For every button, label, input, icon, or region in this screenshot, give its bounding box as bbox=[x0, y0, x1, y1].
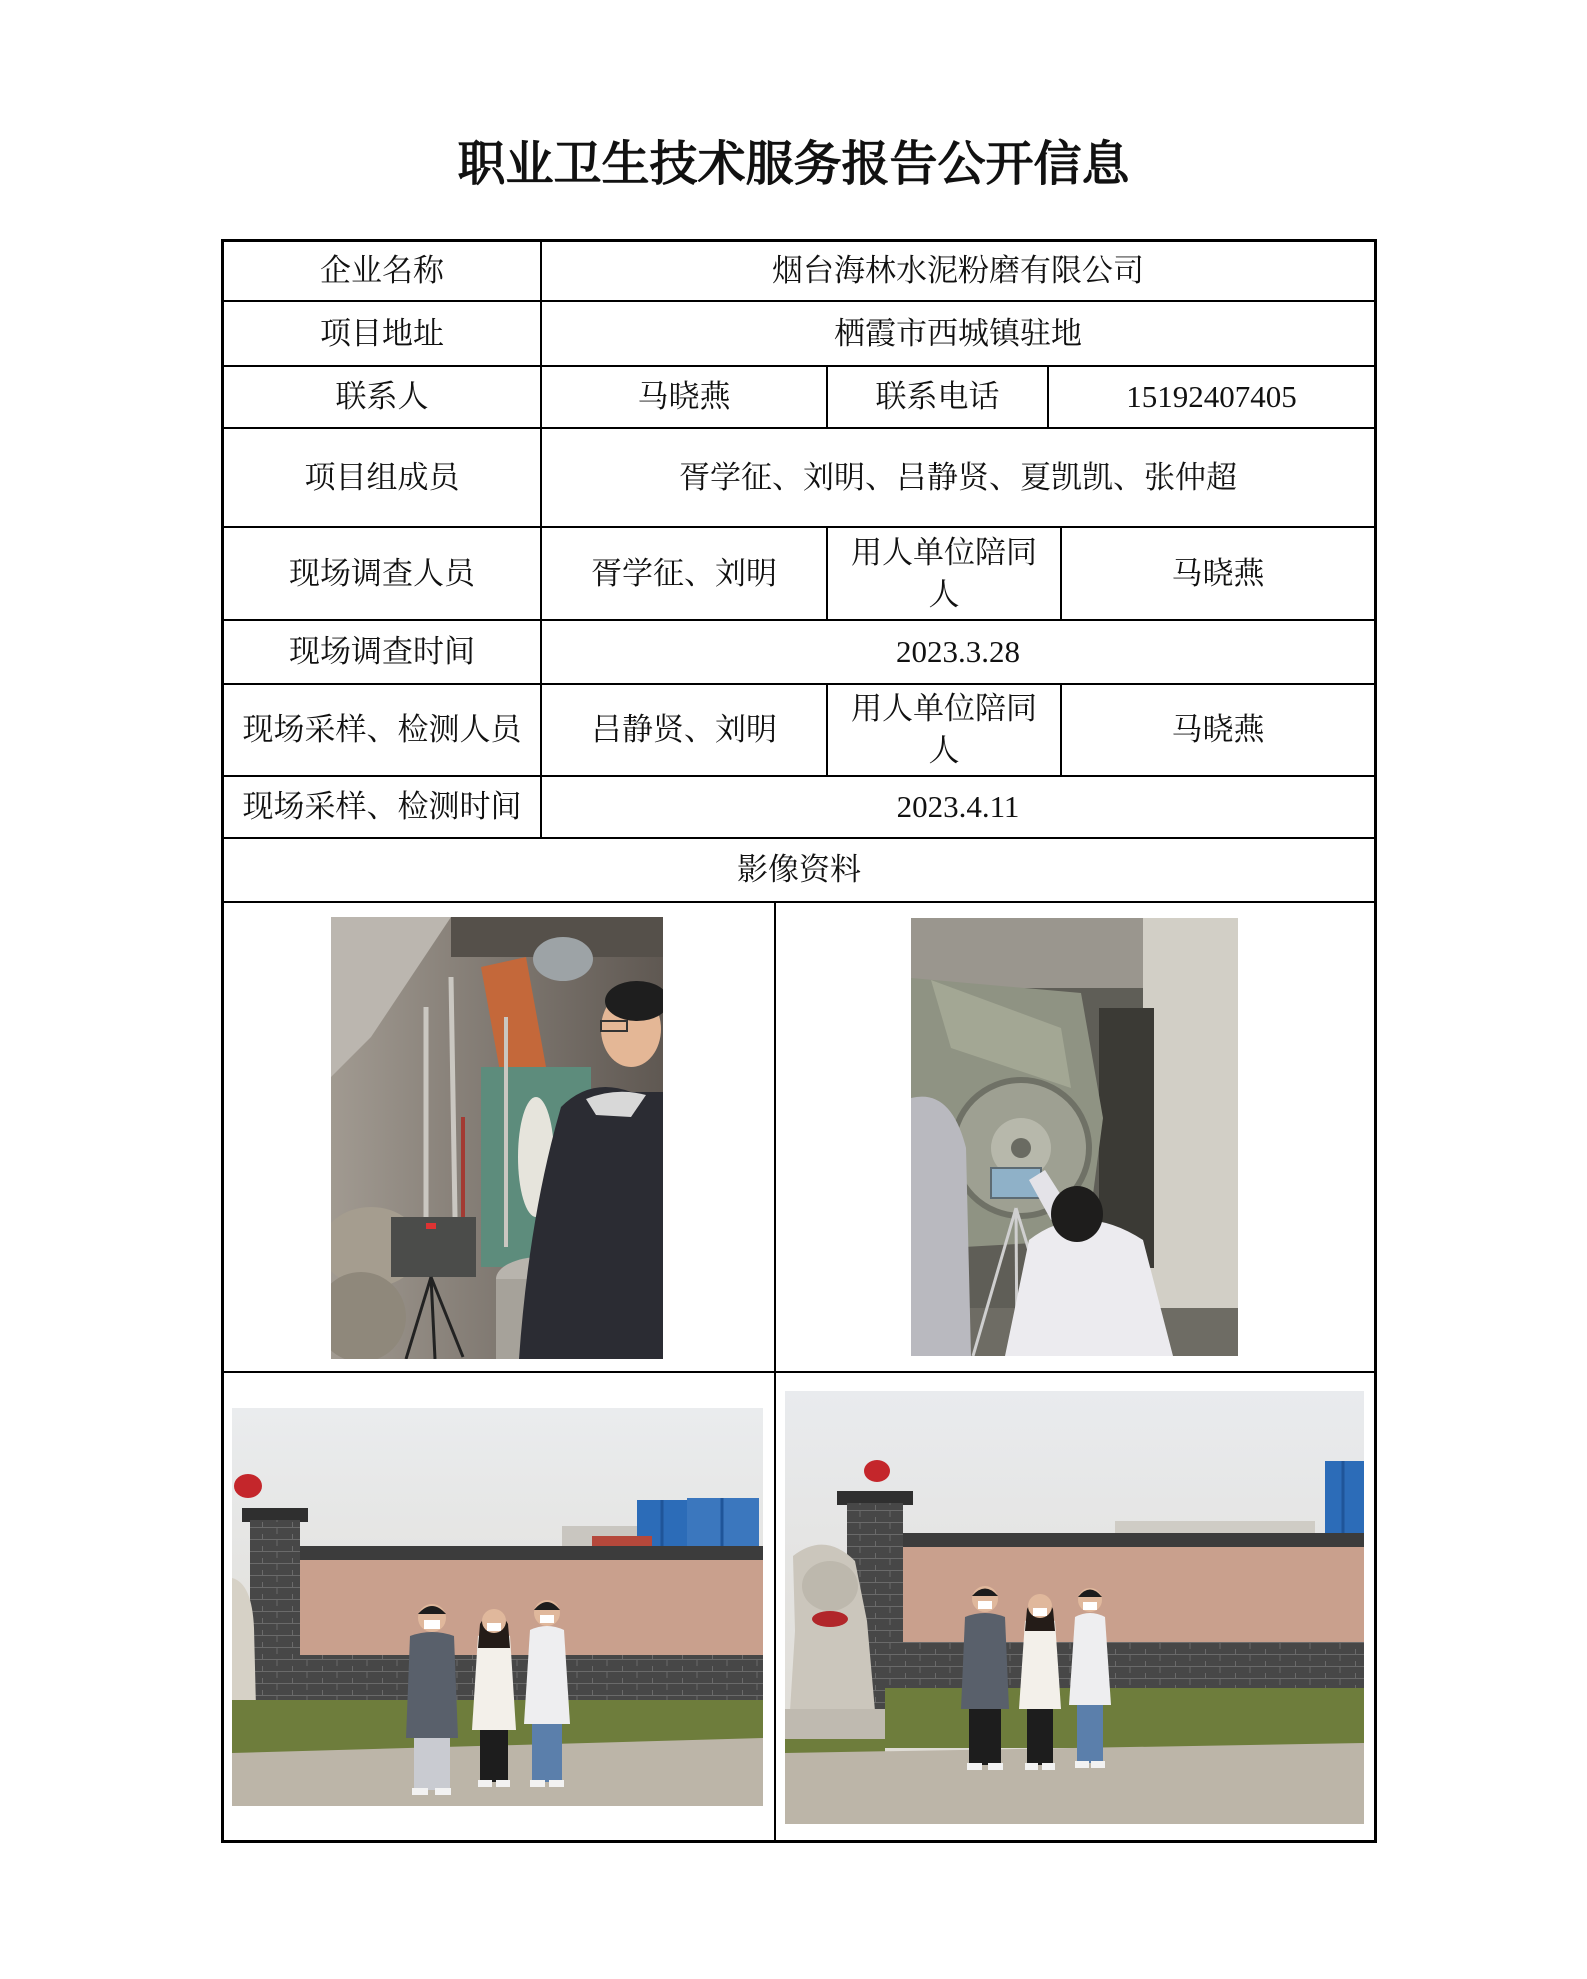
company-value-cell bbox=[542, 242, 1374, 302]
photo-person-left bbox=[911, 1097, 971, 1356]
survey-time-label: 现场调查时间 bbox=[289, 634, 475, 669]
sampling-escort-label: 用人单位陪同人 bbox=[851, 691, 1037, 768]
address-label: 项目地址 bbox=[320, 315, 444, 351]
company-label-cell bbox=[224, 242, 542, 302]
sampling-time-label-cell bbox=[224, 777, 542, 839]
survey-escort-value: 马晓燕 bbox=[1171, 555, 1265, 591]
members-label-cell bbox=[224, 429, 542, 528]
sampling-staff-value-cell bbox=[542, 685, 828, 777]
sampling-time-label: 现场采样、检测时间 bbox=[242, 789, 522, 824]
contact-label: 联系人 bbox=[335, 379, 429, 414]
site-photo-4 bbox=[785, 1391, 1364, 1824]
sampling-time-value-cell bbox=[542, 777, 1374, 839]
survey-staff-label: 现场调查人员 bbox=[289, 555, 475, 591]
survey-time-label-cell bbox=[224, 621, 542, 685]
phone-value-cell bbox=[1049, 367, 1374, 429]
contact-value-cell bbox=[542, 367, 828, 429]
site-photo-3 bbox=[232, 1408, 763, 1806]
photo-cell-2 bbox=[776, 903, 1374, 1373]
survey-staff-label-cell bbox=[224, 528, 542, 621]
contact-value: 马晓燕 bbox=[637, 379, 731, 414]
sampling-escort-value-cell bbox=[1062, 685, 1374, 777]
phone-value: 15192407405 bbox=[1126, 379, 1297, 414]
media-header: 影像资料 bbox=[737, 852, 861, 887]
survey-staff-value: 胥学征、刘明 bbox=[591, 555, 777, 591]
contact-label-cell bbox=[224, 367, 542, 429]
page-title: 职业卫生技术服务报告公开信息 bbox=[457, 138, 1130, 191]
phone-label: 联系电话 bbox=[875, 379, 1000, 414]
sampling-staff-label: 现场采样、检测人员 bbox=[242, 712, 522, 747]
sampling-staff-value: 吕静贤、刘明 bbox=[591, 712, 777, 747]
info-table bbox=[221, 239, 1377, 1843]
sampling-escort-label-cell bbox=[828, 685, 1062, 777]
survey-time-value-cell bbox=[542, 621, 1374, 685]
media-header-cell bbox=[224, 839, 1374, 903]
members-label: 项目组成员 bbox=[304, 459, 460, 495]
address-value-cell bbox=[542, 302, 1374, 367]
members-value: 胥学征、刘明、吕静贤、夏凯凯、张仲超 bbox=[679, 459, 1237, 495]
photo-cell-1 bbox=[224, 903, 776, 1373]
phone-label-cell bbox=[828, 367, 1049, 429]
address-value: 栖霞市西城镇驻地 bbox=[834, 315, 1082, 351]
survey-escort-label: 用人单位陪同人 bbox=[851, 534, 1037, 612]
members-value-cell bbox=[542, 429, 1374, 528]
survey-staff-value-cell bbox=[542, 528, 828, 621]
sampling-staff-label-cell bbox=[224, 685, 542, 777]
survey-escort-label-cell bbox=[828, 528, 1062, 621]
photo-cell-3 bbox=[224, 1373, 776, 1840]
sampling-time-value: 2023.4.11 bbox=[896, 789, 1020, 824]
survey-escort-value-cell bbox=[1062, 528, 1374, 621]
photo-cell-4 bbox=[776, 1373, 1374, 1840]
site-photo-1 bbox=[331, 917, 663, 1359]
company-value: 烟台海林水泥粉磨有限公司 bbox=[772, 253, 1144, 288]
sampling-escort-value: 马晓燕 bbox=[1171, 712, 1265, 747]
company-label: 企业名称 bbox=[320, 253, 444, 288]
site-photo-2 bbox=[911, 918, 1238, 1356]
survey-time-value: 2023.3.28 bbox=[896, 634, 1020, 669]
address-label-cell bbox=[224, 302, 542, 367]
